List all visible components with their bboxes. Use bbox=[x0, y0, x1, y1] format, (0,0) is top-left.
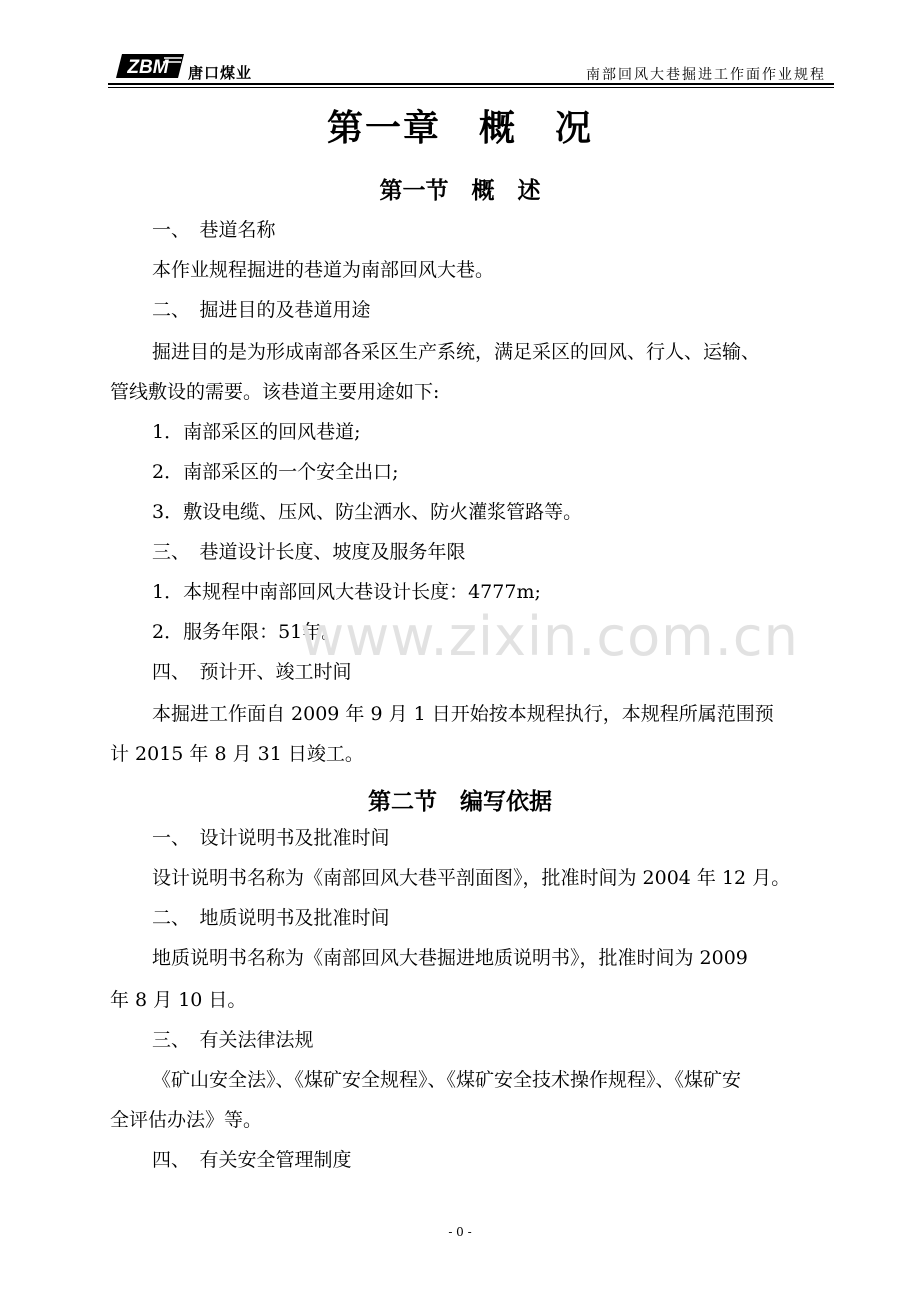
page-number: - 0 - bbox=[448, 1225, 472, 1239]
company-name: 唐口煤业 bbox=[188, 64, 253, 82]
heading-item: 二、 掘进目的及巷道用途 bbox=[152, 299, 371, 321]
heading-item: 一、 巷道名称 bbox=[152, 219, 276, 241]
paragraph-line: 管线敷设的需要。该巷道主要用途如下: bbox=[110, 381, 440, 403]
list-item: 1．南部采区的回风巷道; bbox=[152, 421, 361, 443]
section-title: 第一节 概 述 bbox=[379, 178, 541, 204]
paragraph-line: 设计说明书名称为《南部回风大巷平剖面图》，批准时间为 2004 年 12 月。 bbox=[152, 867, 791, 889]
paragraph-line: 年 8 月 10 日。 bbox=[110, 989, 247, 1011]
header-rule-thick bbox=[108, 83, 834, 85]
document-title: 南部回风大巷掘进工作面作业规程 bbox=[586, 67, 826, 83]
paragraph-line: 计 2015 年 8 月 31 日竣工。 bbox=[110, 743, 364, 765]
heading-item: 三、 有关法律法规 bbox=[152, 1029, 314, 1051]
list-item: 2．南部采区的一个安全出口; bbox=[152, 461, 399, 483]
watermark: www.zixin.com.cn bbox=[300, 605, 799, 668]
heading-item: 三、 巷道设计长度、坡度及服务年限 bbox=[152, 541, 466, 563]
heading-item: 四、 有关安全管理制度 bbox=[152, 1149, 352, 1171]
paragraph-line: 全评估办法》等。 bbox=[110, 1109, 263, 1131]
list-item: 2．服务年限：51年。 bbox=[152, 621, 341, 643]
heading-item: 二、 地质说明书及批准时间 bbox=[152, 907, 390, 929]
paragraph-line: 地质说明书名称为《南部回风大巷掘进地质说明书》，批准时间为 2009 bbox=[152, 947, 748, 969]
paragraph-line: 《矿山安全法》、《煤矿安全规程》、《煤矿安全技术操作规程》、《煤矿安 bbox=[152, 1069, 742, 1091]
heading-item: 四、 预计开、竣工时间 bbox=[152, 661, 352, 683]
list-item: 1．本规程中南部回风大巷设计长度：4777m; bbox=[152, 581, 541, 603]
chapter-title: 第一章 概 况 bbox=[326, 108, 593, 149]
paragraph-line: 本掘进工作面自 2009 年 9 月 1 日开始按本规程执行，本规程所属范围预 bbox=[152, 703, 774, 725]
header-rule-thin bbox=[108, 87, 834, 88]
zbm-logo bbox=[114, 52, 186, 80]
heading-item: 一、 设计说明书及批准时间 bbox=[152, 827, 390, 849]
page-header bbox=[108, 52, 834, 86]
logo-text: ZBM bbox=[127, 57, 169, 78]
list-item: 3．敷设电缆、压风、防尘洒水、防火灌浆管路等。 bbox=[152, 501, 583, 523]
paragraph-line: 本作业规程掘进的巷道为南部回风大巷。 bbox=[152, 259, 495, 281]
paragraph-line: 掘进目的是为形成南部各采区生产系统，满足采区的回风、行人、运输、 bbox=[152, 341, 761, 363]
section-title: 第二节 编写依据 bbox=[368, 789, 552, 815]
